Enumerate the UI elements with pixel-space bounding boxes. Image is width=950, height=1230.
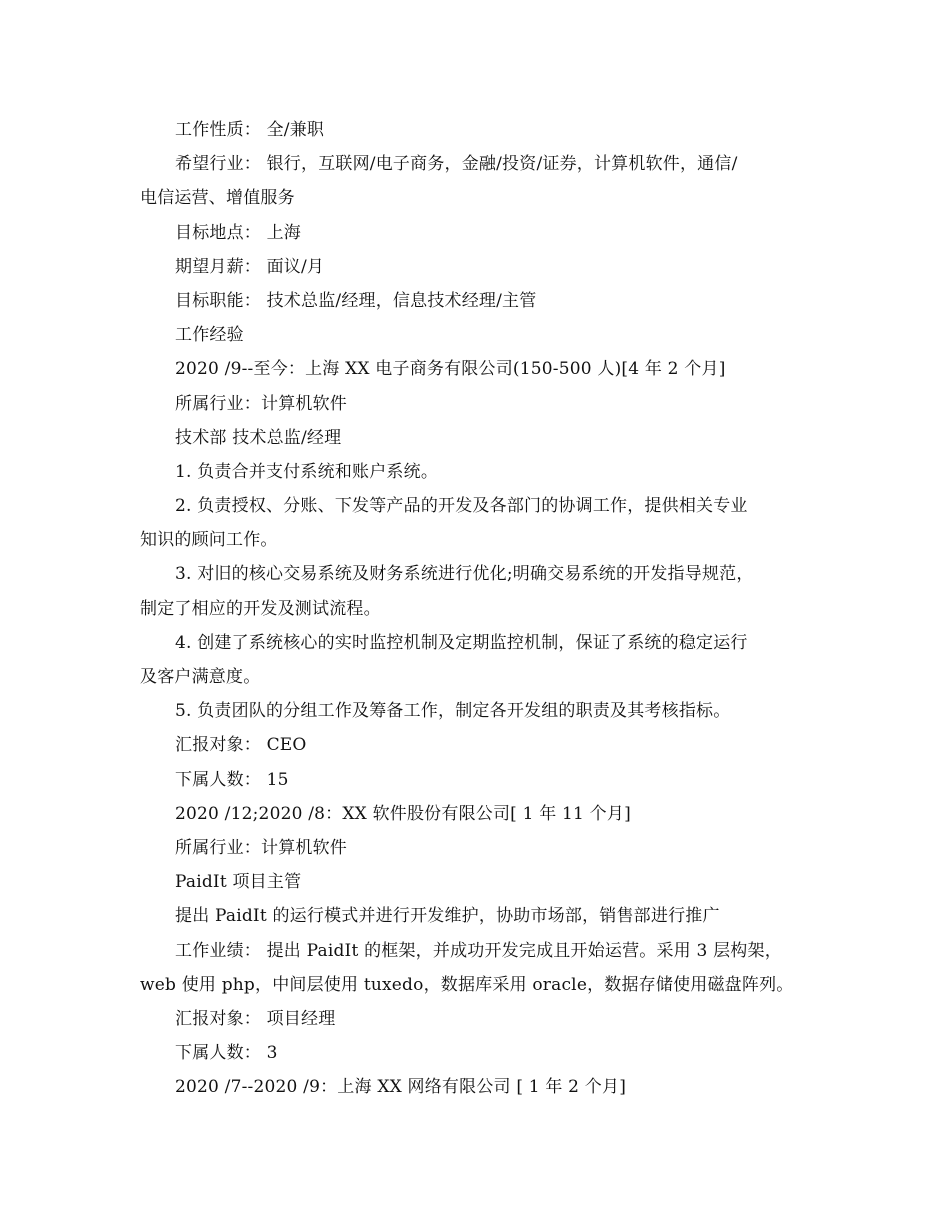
work-experience-heading: 工作经验 [175, 325, 244, 346]
job-1-reports-to: 汇报对象： CEO [175, 735, 307, 756]
job-1-duty-4-cont: 及客户满意度。 [140, 667, 261, 687]
job-3-header: 2020 /7--2020 /9：上海 XX 网络有限公司 [ 1 年 2 个月] [175, 1077, 627, 1098]
job-1-duty-2-cont: 知识的顾问工作。 [140, 530, 278, 551]
job-2-reports-to: 汇报对象： 项目经理 [175, 1008, 336, 1029]
job-2-description: 提出 PaidIt 的运行模式并进行开发维护，协助市场部，销售部进行推广 [175, 906, 720, 927]
job-1-duty-2: 2. 负责授权、分账、下发等产品的开发及各部门的协调工作，提供相关专业 [175, 496, 748, 517]
expected-salary-line: 期望月薪： 面议/月 [175, 256, 325, 277]
job-1-duty-4: 4. 创建了系统核心的实时监控机制及定期监控机制，保证了系统的稳定运行 [175, 632, 748, 653]
target-function-line: 目标职能： 技术总监/经理，信息技术经理/主管 [175, 290, 537, 311]
job-1-duty-5: 5. 负责团队的分组工作及筹备工作，制定各开发组的职责及其考核指标。 [175, 701, 731, 722]
job-2-achievements: 工作业绩： 提出 PaidIt 的框架，并成功开发完成且开始运营。采用 3 层构架， [175, 940, 782, 961]
job-2-title: PaidIt 项目主管 [175, 872, 302, 893]
desired-industry-line: 希望行业： 银行，互联网/电子商务，金融/投资/证券，计算机软件，通信/ [175, 154, 738, 175]
job-1-industry: 所属行业：计算机软件 [175, 393, 347, 414]
job-1-subordinates: 下属人数： 15 [175, 769, 289, 790]
job-1-header: 2020 /9--至今：上海 XX 电子商务有限公司(150-500 人)[4 年 2 个月] [175, 359, 726, 380]
job-2-subordinates: 下属人数： 3 [175, 1043, 278, 1064]
job-2-industry: 所属行业：计算机软件 [175, 837, 347, 858]
job-1-title: 技术部 技术总监/经理 [175, 427, 342, 448]
job-1-duty-1: 1. 负责合并支付系统和账户系统。 [175, 461, 439, 482]
target-location-line: 目标地点： 上海 [175, 222, 302, 243]
job-1-duty-3-cont: 制定了相应的开发及测试流程。 [140, 598, 381, 619]
job-2-achievements-cont: web 使用 php，中间层使用 tuxedo，数据库采用 oracle，数据存储使用磁盘阵列。 [140, 974, 794, 995]
resume-body [140, 113, 820, 1104]
desired-industry-line-cont: 电信运营、增值服务 [140, 188, 295, 209]
job-2-header: 2020 /12;2020 /8：XX 软件股份有限公司[ 1 年 11 个月] [175, 803, 631, 824]
job-1-duty-3: 3. 对旧的核心交易系统及财务系统进行优化;明确交易系统的开发指导规范， [175, 564, 754, 585]
job-nature-line: 工作性质： 全/兼职 [175, 120, 325, 140]
